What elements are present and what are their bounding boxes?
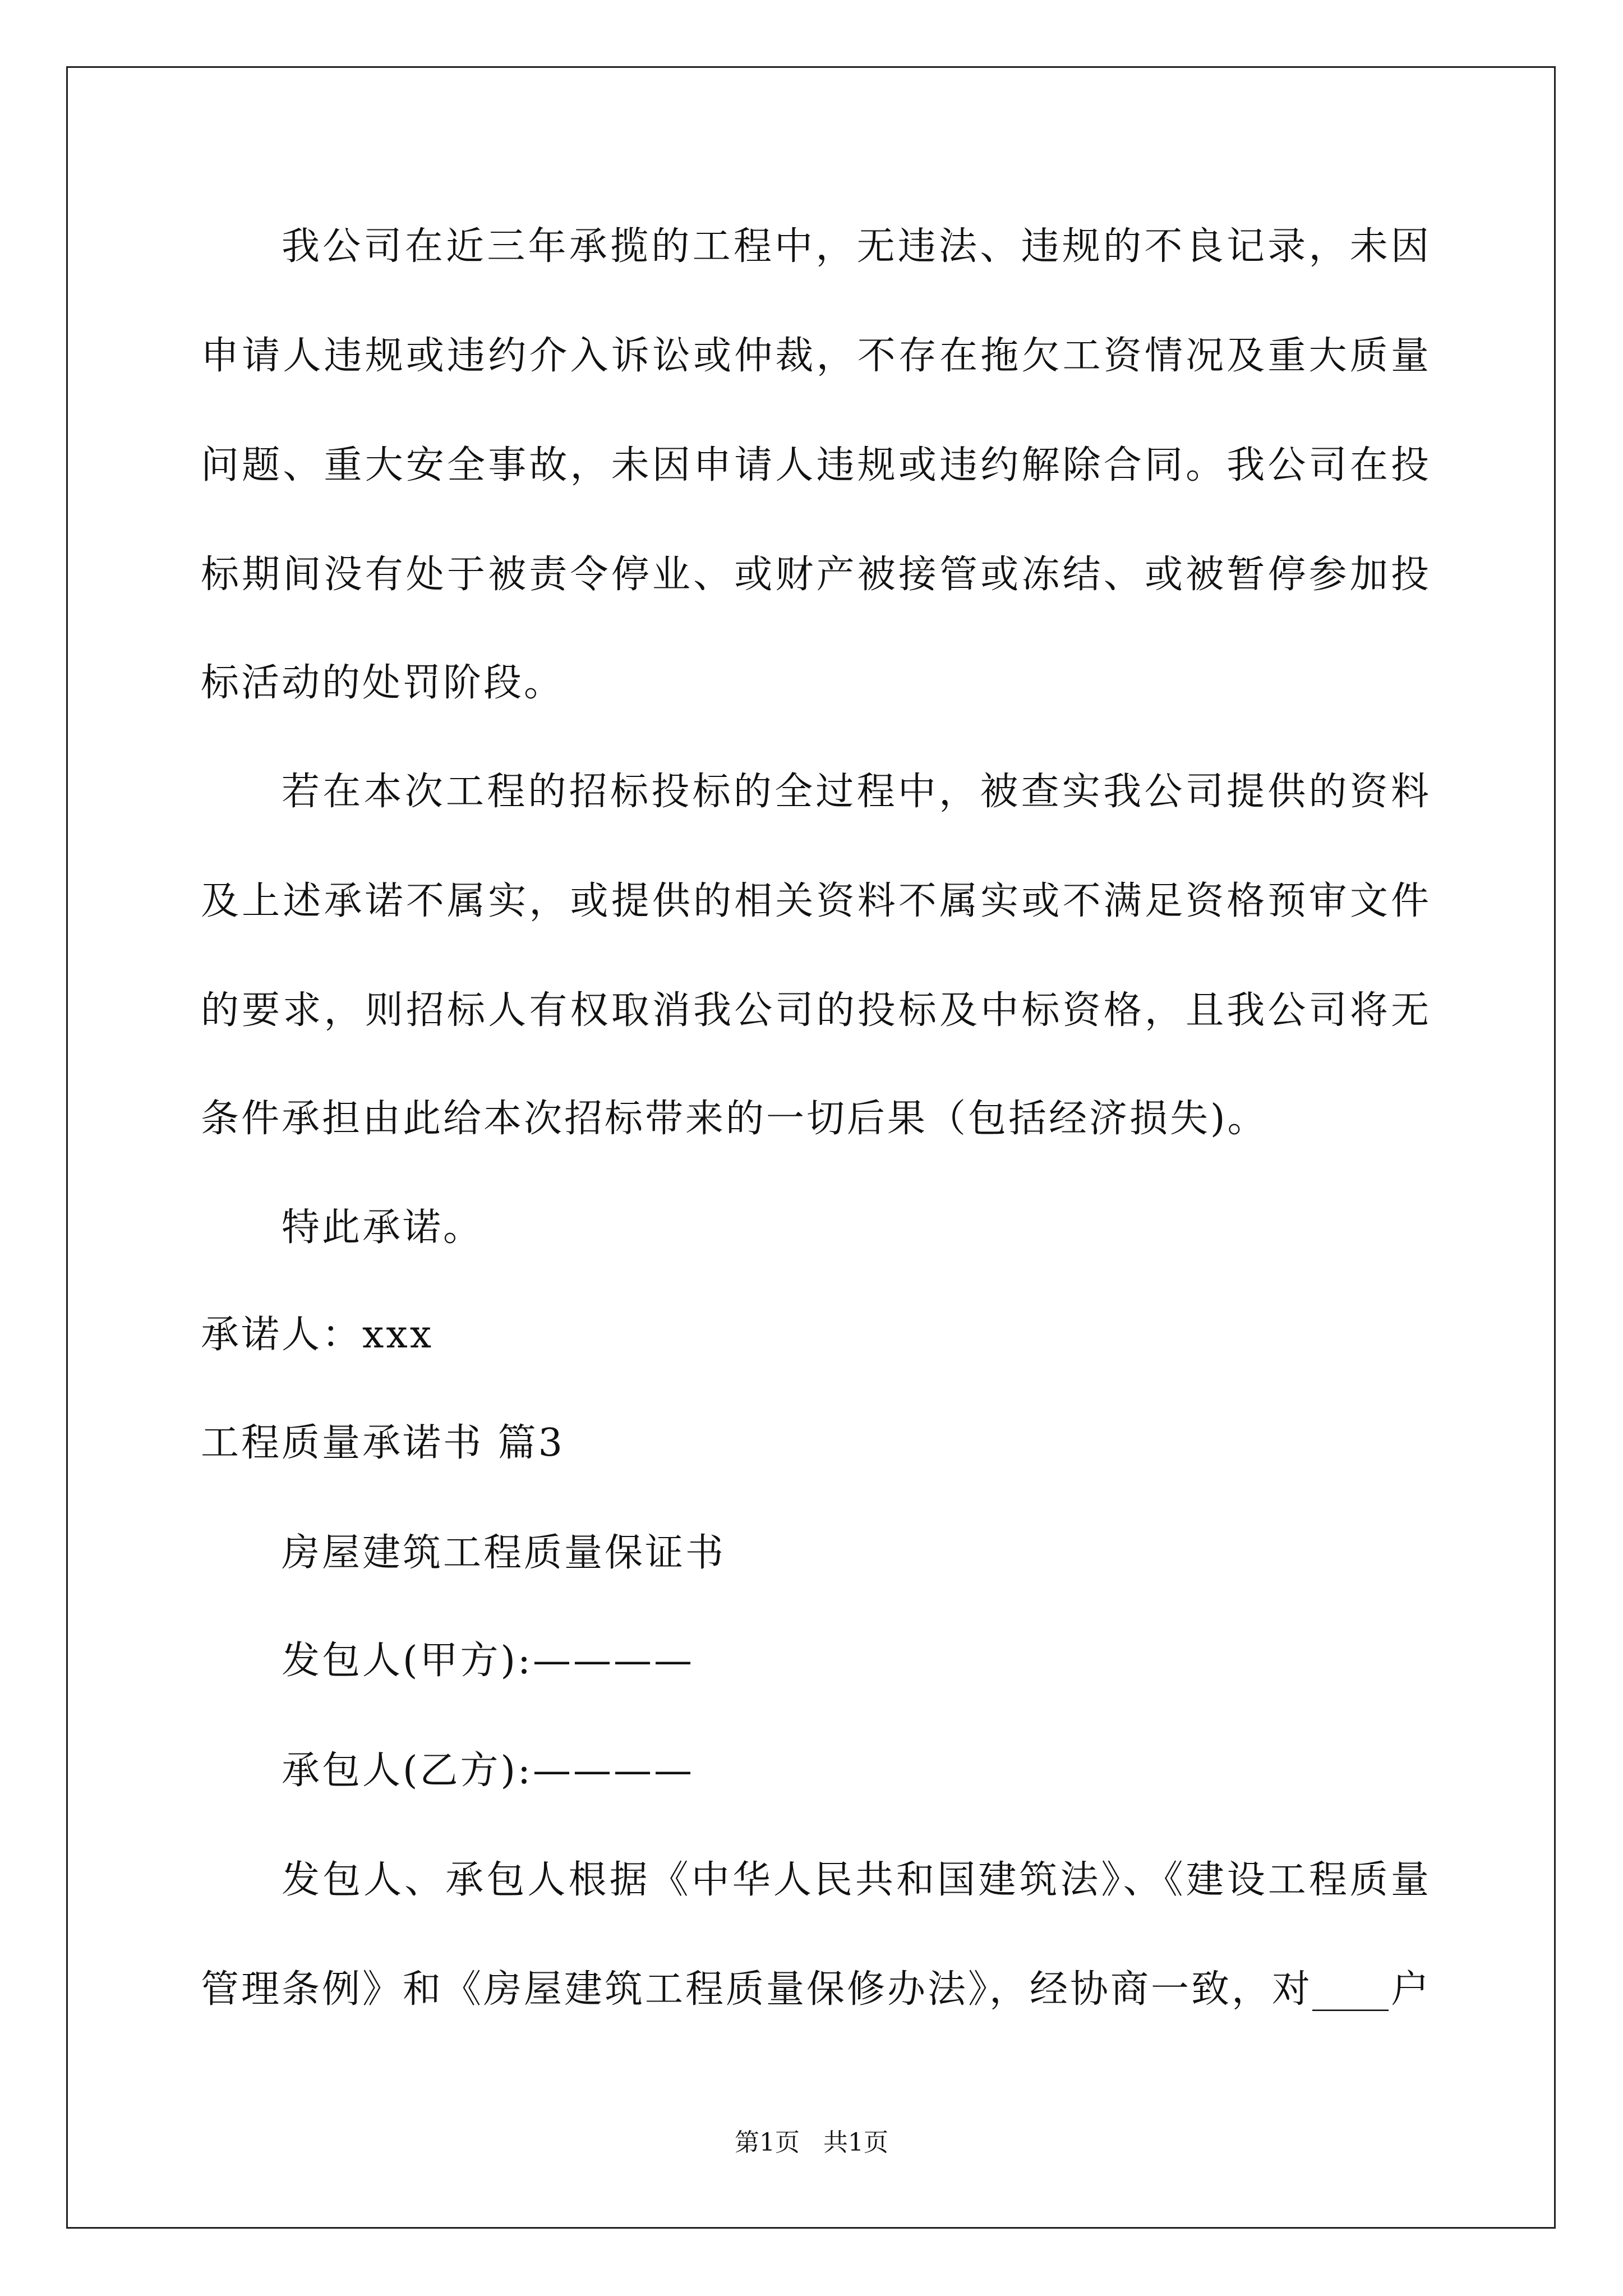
paragraph-1-line-4: 标期间没有处于被责令停业、或财产被接管或冻结、或被暂停参加投 — [201, 553, 1429, 597]
paragraph-3-line-1: 发包人、承包人根据《中华人民共和国建筑法》、《建设工程质量 — [282, 1858, 1429, 1902]
paragraph-1-line-1: 我公司在近三年承揽的工程中，无违法、违规的不良记录，未因 — [282, 224, 1429, 269]
paragraph-1-line-3: 问题、重大安全事故，未因申请人违规或违约解除合同。我公司在投 — [201, 443, 1429, 487]
paragraph-3-line-2: 管理条例》和《房屋建筑工程质量保修办法》，经协商一致，对____户 — [201, 1967, 1429, 2012]
paragraph-2-line-2: 及上述承诺不属实，或提供的相关资料不属实或不满足资格预审文件 — [201, 879, 1429, 923]
paragraph-1-line-2: 申请人违规或违约介入诉讼或仲裁，不存在拖欠工资情况及重大质量 — [201, 334, 1429, 378]
promisor-line: 承诺人：xxx — [201, 1313, 434, 1357]
document-subtitle: 房屋建筑工程质量保证书 — [282, 1531, 726, 1575]
paragraph-2-line-1: 若在本次工程的招标投标的全过程中，被查实我公司提供的资料 — [282, 770, 1429, 814]
closing-statement: 特此承诺。 — [282, 1205, 484, 1250]
paragraph-2-line-3: 的要求，则招标人有权取消我公司的投标及中标资格，且我公司将无 — [201, 988, 1429, 1033]
paragraph-1-line-5: 标活动的处罚阶段。 — [201, 661, 565, 705]
page-footer: 第1页 共1页 — [735, 2128, 888, 2157]
paragraph-2-line-4: 条件承担由此给本次招标带来的一切后果（包括经济损失)。 — [201, 1097, 1268, 1141]
section-heading: 工程质量承诺书 篇3 — [201, 1421, 565, 1465]
employer-party-line: 发包人(甲方):———— — [282, 1639, 694, 1683]
page-border — [66, 66, 1556, 2229]
contractor-party-line: 承包人(乙方):———— — [282, 1749, 694, 1793]
